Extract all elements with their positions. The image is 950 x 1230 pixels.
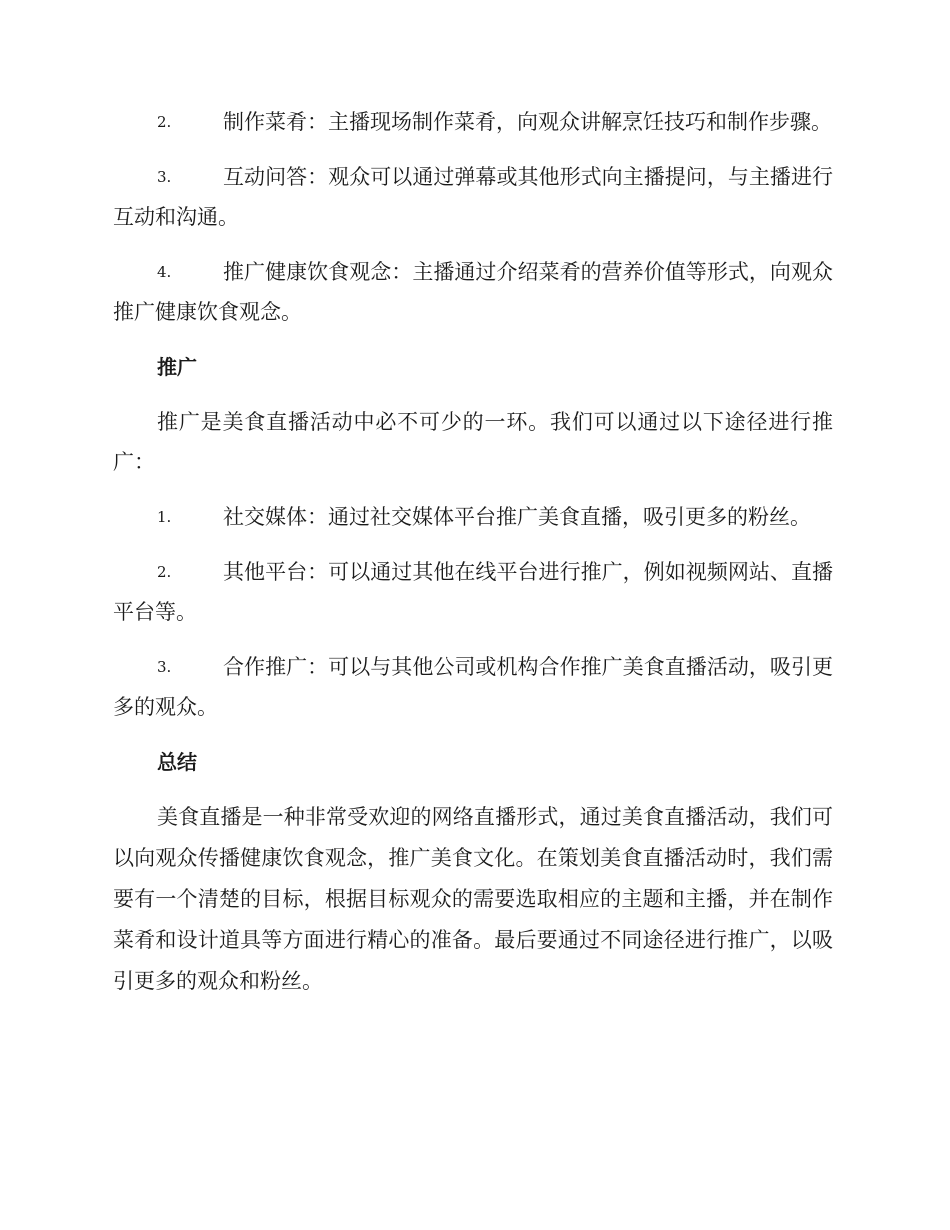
list-item-text: 合作推广：可以与其他公司或机构合作推广美食直播活动，吸引更多的观众。	[113, 655, 833, 719]
list-item-number: 4.	[157, 263, 172, 281]
list-item-text: 互动问答：观众可以通过弹幕或其他形式向主播提问，与主播进行互动和沟通。	[113, 165, 833, 229]
list-item-text: 推广健康饮食观念：主播通过介绍菜肴的营养价值等形式，向观众推广健康饮食观念。	[113, 260, 833, 324]
section-heading-summary: 总结	[157, 750, 197, 774]
list-item	[113, 102, 833, 142]
list-item	[113, 157, 833, 237]
list-item-text: 制作菜肴：主播现场制作菜肴，向观众讲解烹饪技巧和制作步骤。	[223, 110, 832, 134]
promotion-intro: 推广是美食直播活动中必不可少的一环。我们可以通过以下途径进行推广：	[113, 410, 833, 474]
document-page	[113, 102, 833, 1017]
list-item-number: 2.	[157, 113, 172, 131]
list-item-number: 1.	[157, 508, 172, 526]
list-item-number: 2.	[157, 563, 172, 581]
list-item-number: 3.	[157, 658, 172, 676]
section-heading-promotion: 推广	[157, 355, 197, 379]
list-item	[113, 252, 833, 332]
list-item-number: 3.	[157, 168, 172, 186]
list-item-text: 其他平台：可以通过其他在线平台进行推广，例如视频网站、直播平台等。	[113, 560, 833, 624]
list-item-text: 社交媒体：通过社交媒体平台推广美食直播，吸引更多的粉丝。	[223, 505, 811, 529]
list-item	[113, 647, 833, 727]
list-item	[113, 497, 833, 537]
summary-paragraph: 美食直播是一种非常受欢迎的网络直播形式，通过美食直播活动，我们可以向观众传播健康饮食观念，推广美食文化。在策划美食直播活动时，我们需要有一个清楚的目标，根据目标观众的需要选取相应的主题和主播，并在制作菜肴和设计道具等方面进行精心的准备。最后要通过不同途径进行推广，以吸引更多的观众和粉丝。	[113, 805, 833, 993]
list-item	[113, 552, 833, 632]
